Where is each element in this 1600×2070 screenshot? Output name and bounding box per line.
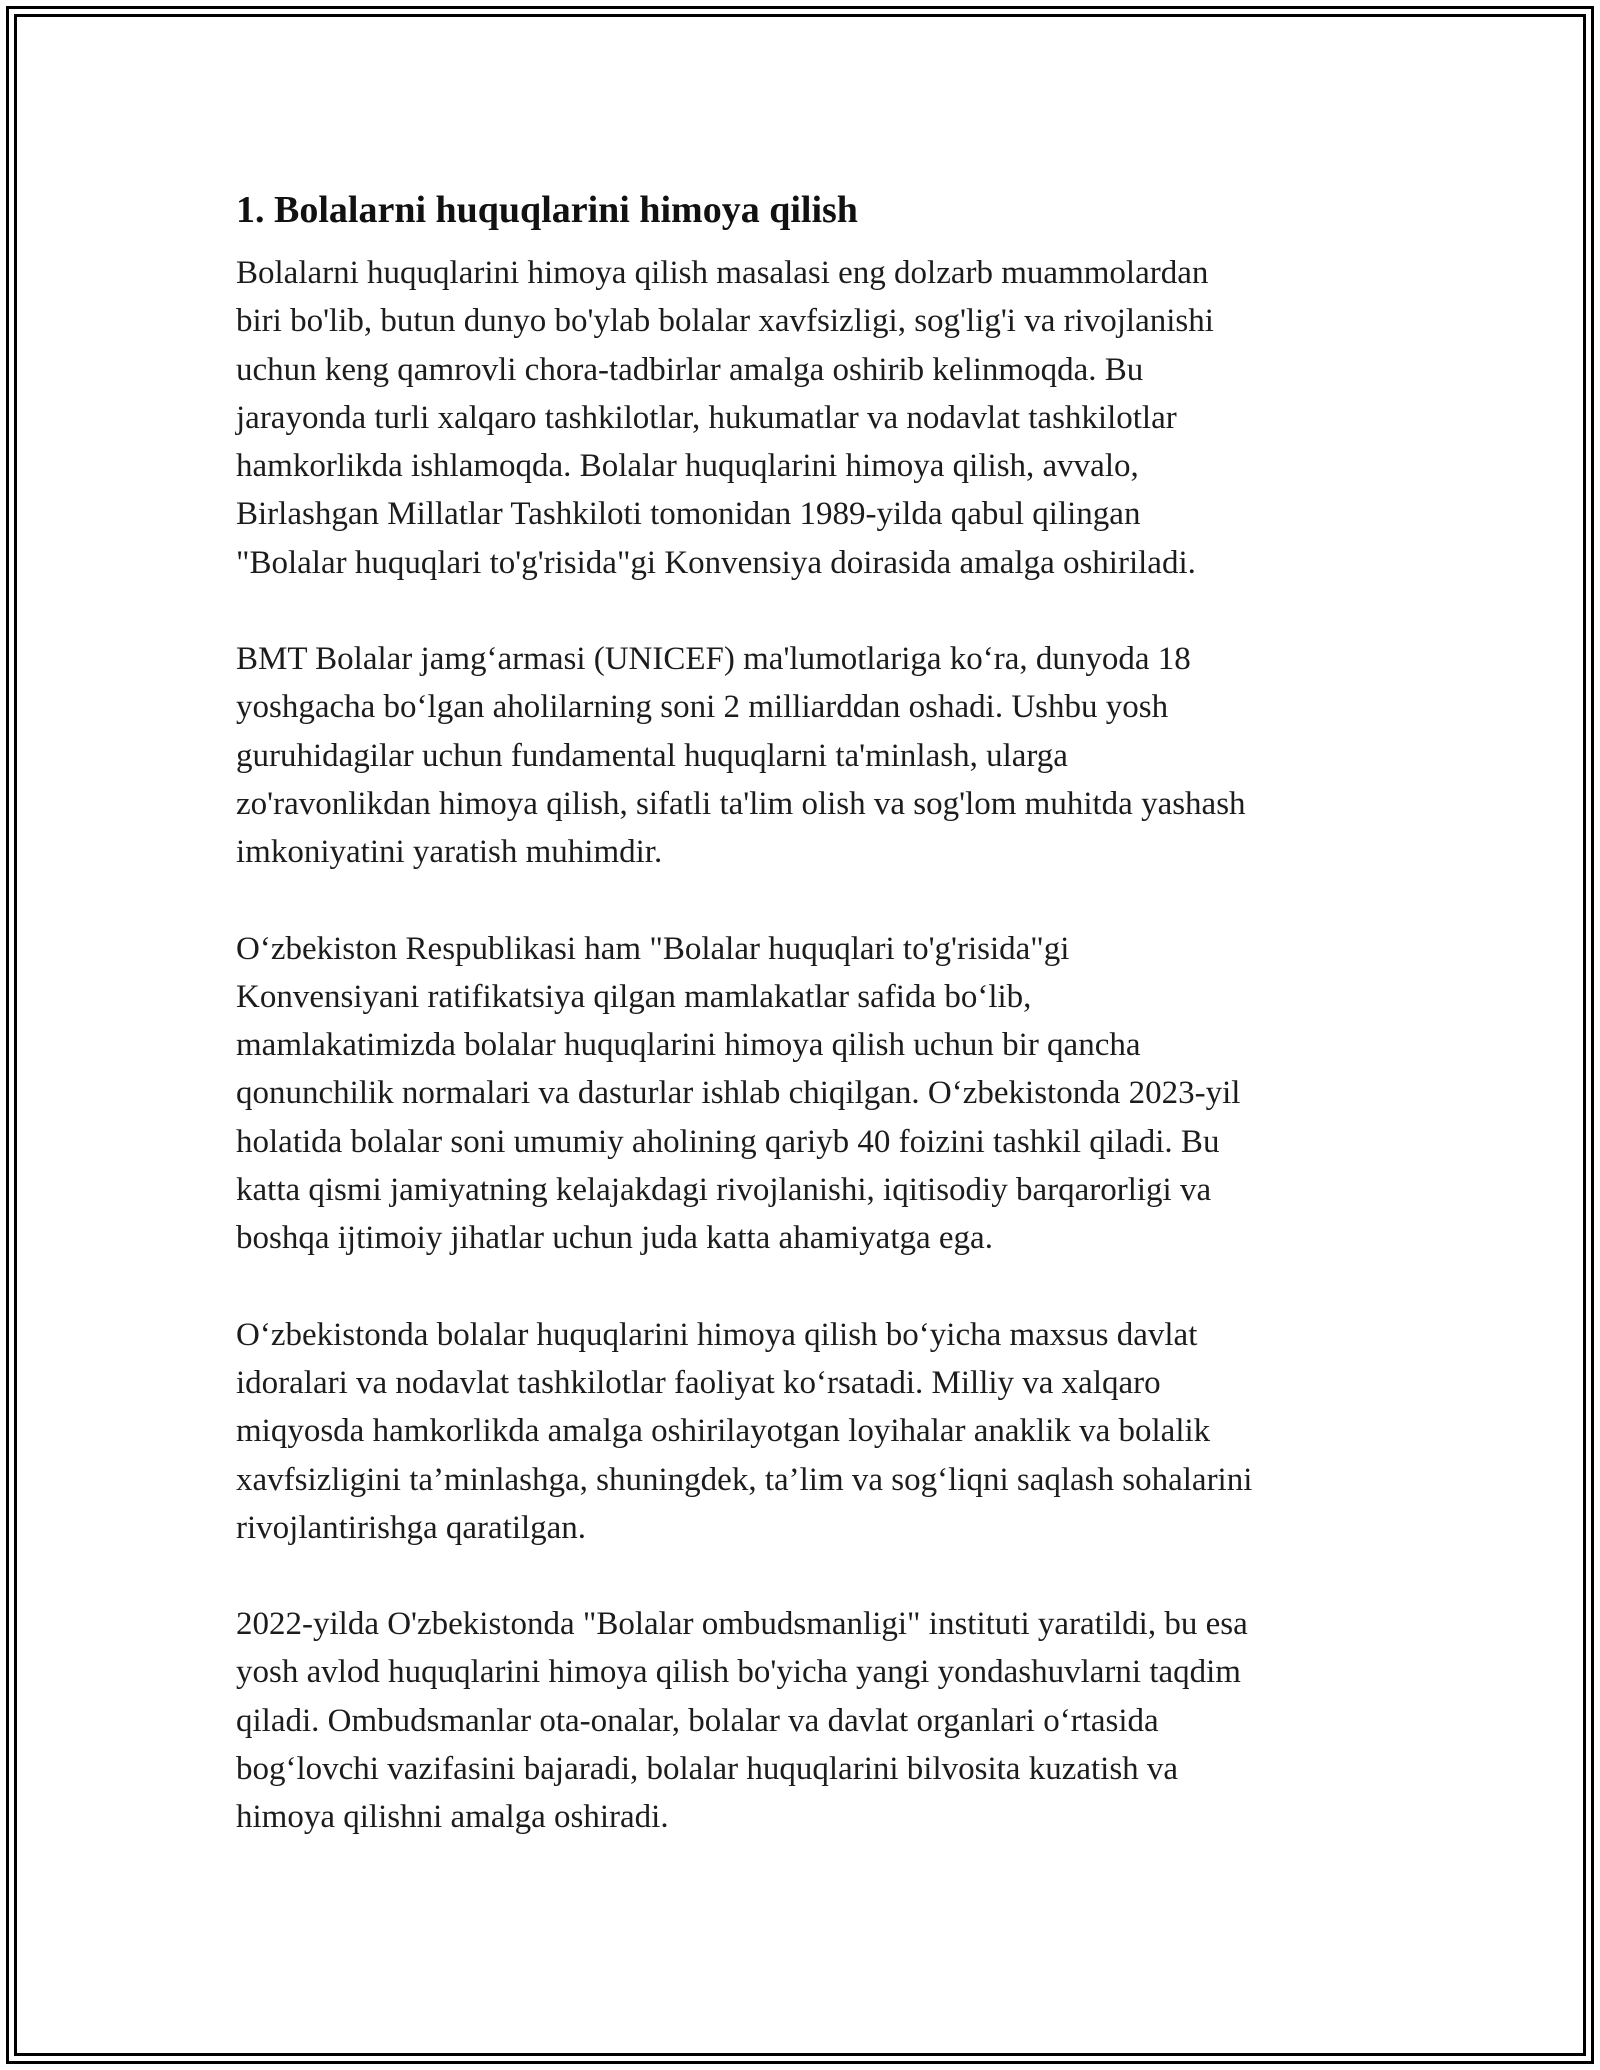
text-line: katta qismi jamiyatning kelajakdagi rivojlanishi, iqitisodiy barqarorligi va: [236, 1172, 1212, 1209]
text-line: jarayonda turli xalqaro tashkilotlar, hukumatlar va nodavlat tashkilotlar: [236, 399, 1177, 436]
text-line: "Bolalar huquqlari to'g'risida"gi Konvensiya doirasida amalga oshiriladi.: [236, 544, 1196, 581]
text-line: zo'ravonlikdan himoya qilish, sifatli ta'lim olish va sog'lom muhitda yashash: [236, 785, 1246, 822]
text-line: BMT Bolalar jamg‘armasi (UNICEF) ma'lumotlariga ko‘ra, dunyoda 18: [236, 641, 1191, 678]
text-line: rivojlantirishga qaratilgan.: [236, 1509, 587, 1546]
text-line: yosh avlod huquqlarini himoya qilish bo'yicha yangi yondashuvlarni taqdim: [236, 1654, 1241, 1691]
text-line: Birlashgan Millatlar Tashkiloti tomonidan 1989-yilda qabul qilingan: [236, 496, 1141, 533]
text-line: yoshgacha bo‘lgan aholilarning soni 2 milliarddan oshadi. Ushbu yosh: [236, 689, 1169, 726]
document-body: [236, 185, 1366, 1890]
text-line: biri bo'lib, butun dunyo bo'ylab bolalar xavfsizligi, sog'lig'i va rivojlanishi: [236, 303, 1214, 340]
section-heading: 1. Bolalarni huquqlarini himoya qilish: [236, 189, 858, 231]
text-line: O‘zbekiston Respublikasi ham "Bolalar huquqlari to'g'risida"gi: [236, 930, 1070, 967]
paragraph-ombudsman: [236, 1600, 1366, 1841]
text-line: imkoniyatini yaratish muhimdir.: [236, 834, 663, 871]
text-line: boshqa ijtimoiy jihatlar uchun juda katta ahamiyatga ega.: [236, 1220, 993, 1257]
text-line: O‘zbekistonda bolalar huquqlarini himoya qilish bo‘yicha maxsus davlat: [236, 1316, 1198, 1353]
text-line: uchun keng qamrovli chora-tadbirlar amalga oshirib kelinmoqda. Bu: [236, 351, 1144, 388]
paragraph-unicef: [236, 635, 1366, 876]
text-line: hamkorlikda ishlamoqda. Bolalar huquqlarini himoya qilish, avvalo,: [236, 448, 1139, 485]
text-line: Konvensiyani ratifikatsiya qilgan mamlakatlar safida bo‘lib,: [236, 978, 1032, 1015]
text-line: 2022-yilda O'zbekistonda "Bolalar ombudsmanligi" instituti yaratildi, bu esa: [236, 1606, 1248, 1643]
paragraph-intro: [236, 249, 1366, 587]
text-line: miqyosda hamkorlikda amalga oshirilayotgan loyihalar anaklik va bolalik: [236, 1413, 1211, 1450]
text-line: himoya qilishni amalga oshiradi.: [236, 1799, 669, 1836]
text-line: Bolalarni huquqlarini himoya qilish masalasi eng dolzarb muammolardan: [236, 255, 1209, 291]
text-line: qonunchilik normalari va dasturlar ishlab chiqilgan. O‘zbekistonda 2023-yil: [236, 1075, 1241, 1112]
text-line: holatida bolalar soni umumiy aholining qariyb 40 foizini tashkil qiladi. Bu: [236, 1123, 1220, 1160]
text-line: bog‘lovchi vazifasini bajaradi, bolalar huquqlarini bilvosita kuzatish va: [236, 1751, 1179, 1788]
text-line: xavfsizligini ta’minlashga, shuningdek, ta’lim va sog‘liqni saqlash sohalarini: [236, 1461, 1253, 1498]
text-line: guruhidagilar uchun fundamental huquqlarni ta'minlash, ularga: [236, 737, 1068, 774]
text-line: qiladi. Ombudsmanlar ota-onalar, bolalar va davlat organlari o‘rtasida: [236, 1702, 1159, 1739]
text-line: mamlakatimizda bolalar huquqlarini himoya qilish uchun bir qancha: [236, 1027, 1141, 1064]
text-line: idoralari va nodavlat tashkilotlar faoliyat ko‘rsatadi. Milliy va xalqaro: [236, 1364, 1161, 1401]
paragraph-organizations: [236, 1311, 1366, 1552]
paragraph-uzbekistan: [236, 925, 1366, 1263]
